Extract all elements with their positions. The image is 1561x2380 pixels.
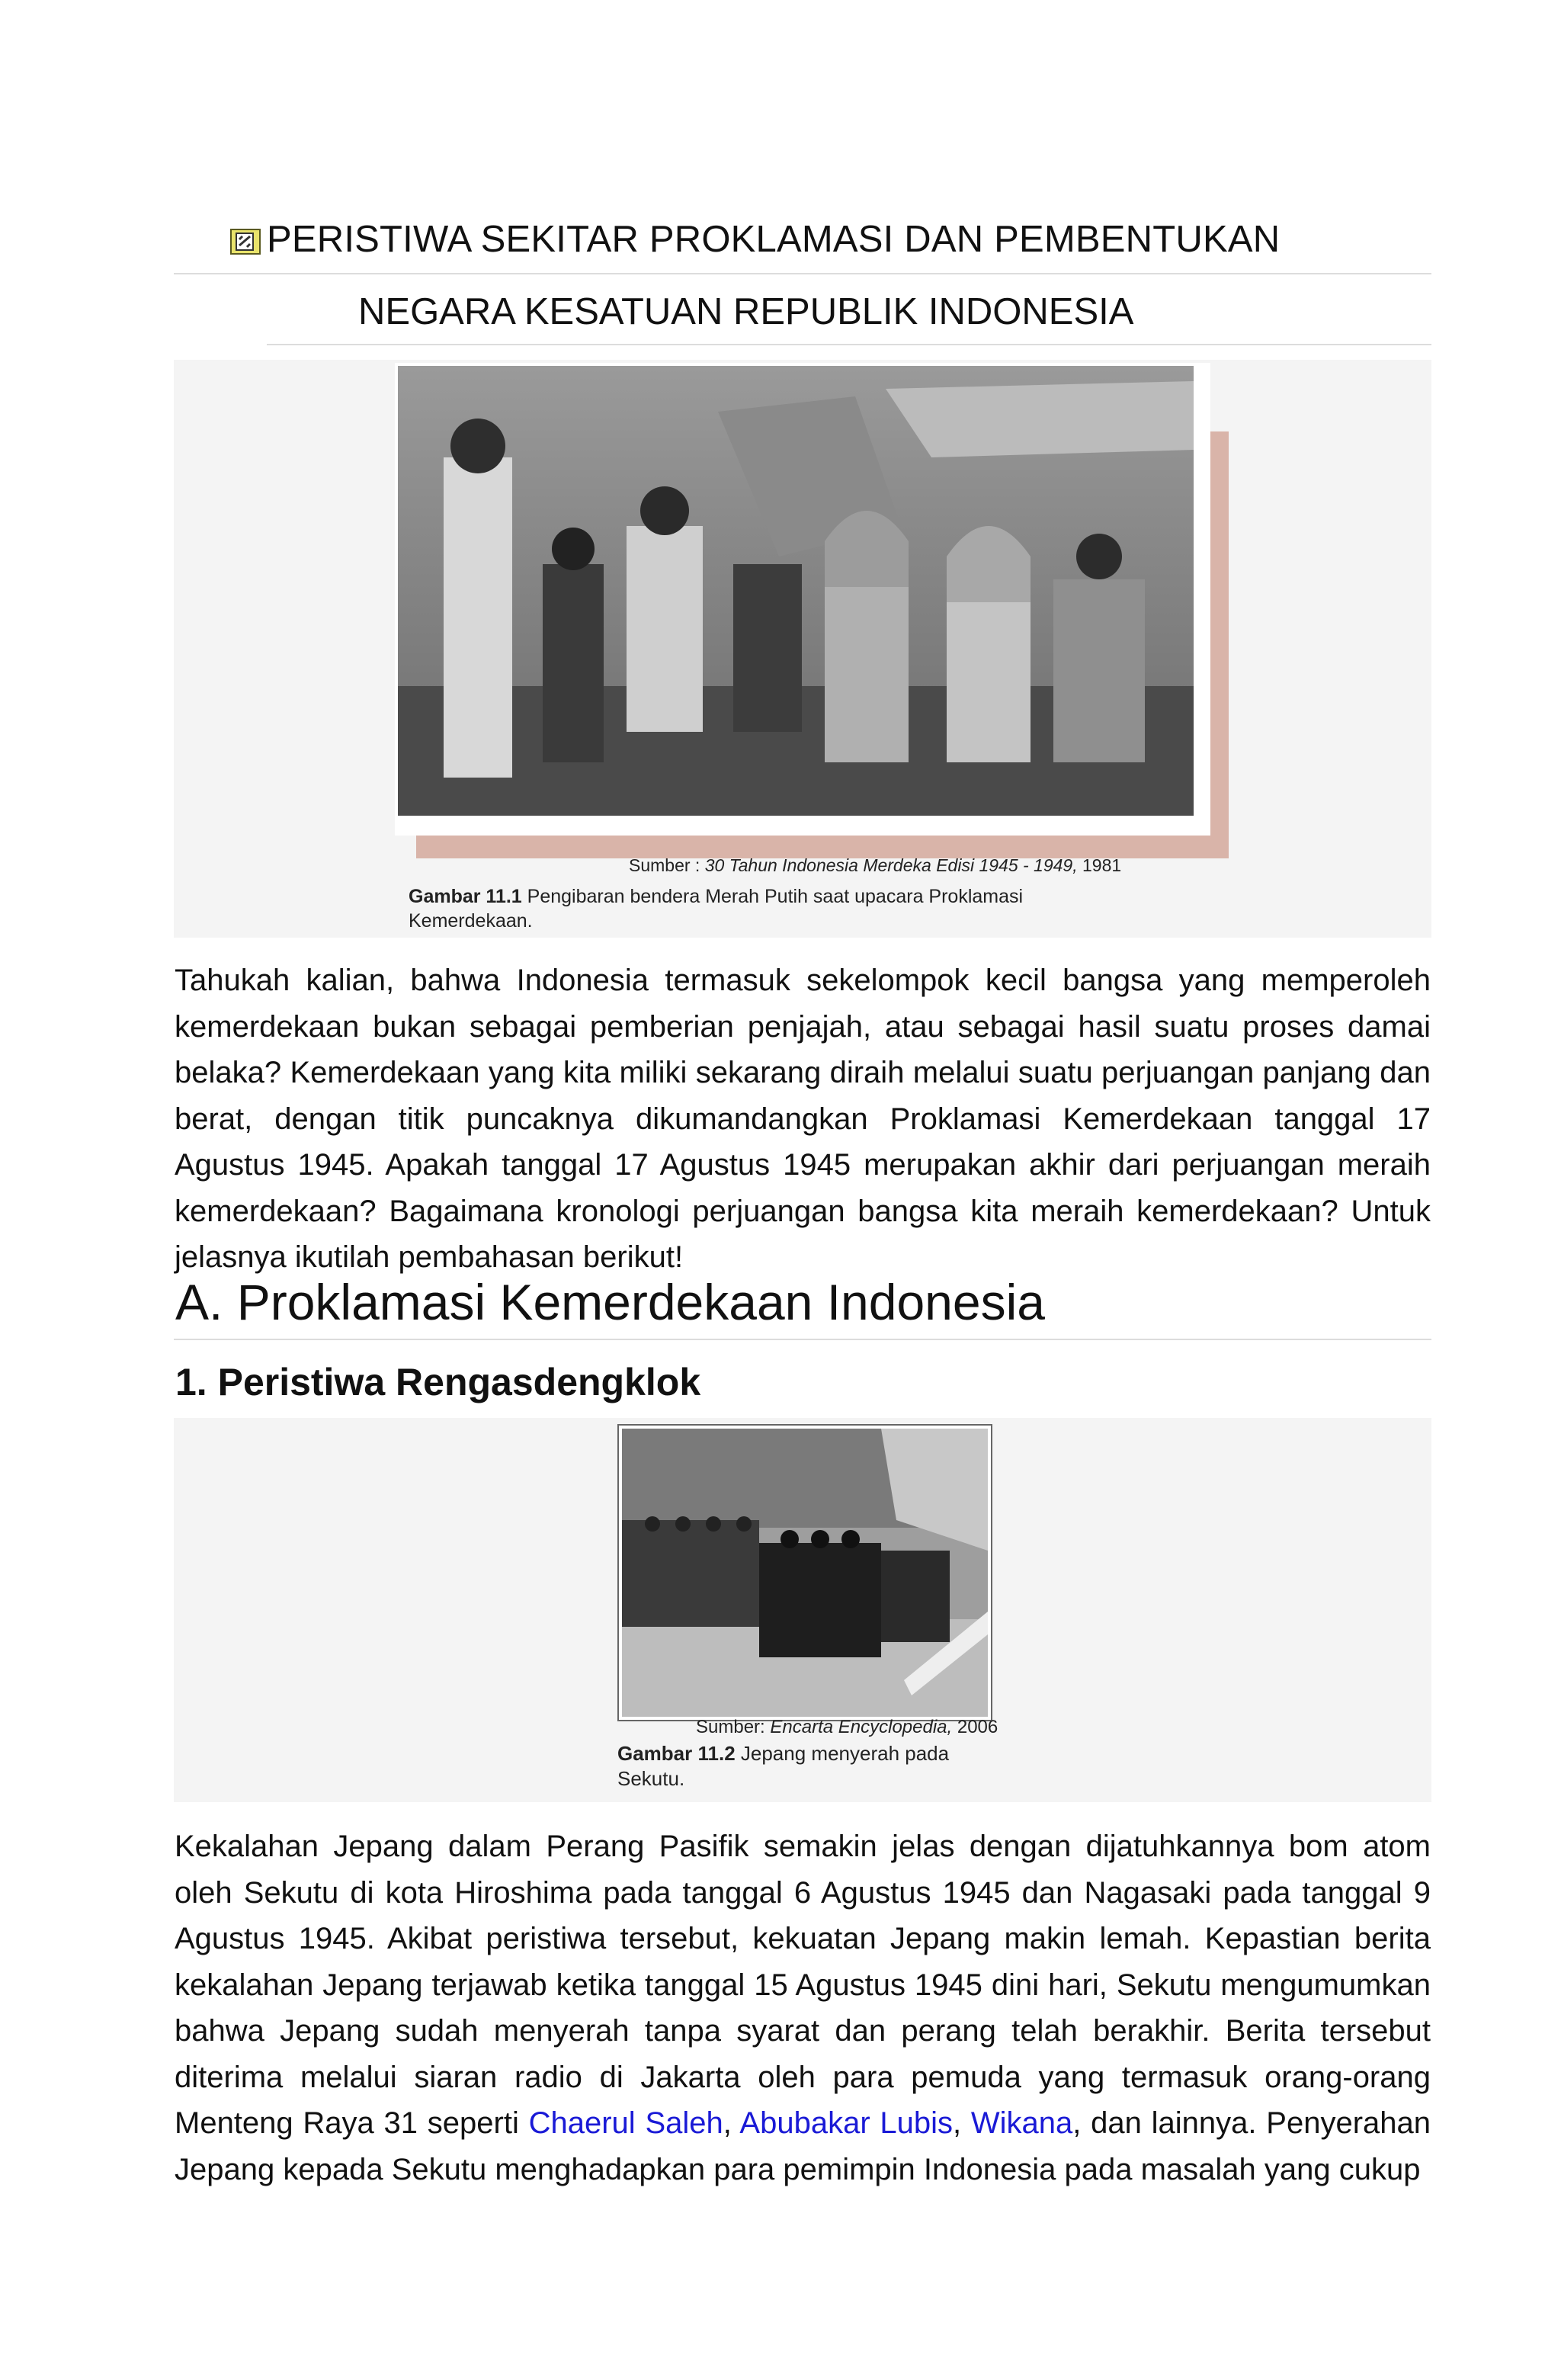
figure-1-caption: [409, 884, 1125, 933]
figure-1-caption-text: Pengibaran bendera Merah Putih saat upacara Proklamasi Kemerdekaan.: [409, 886, 1024, 932]
link-chaerul-saleh[interactable]: Chaerul Saleh: [528, 2106, 723, 2140]
surrender-paragraph: [175, 1823, 1431, 2192]
japan-surrender-photo: [622, 1429, 988, 1717]
section-heading-a: [174, 1273, 1431, 1340]
flag-raising-photo: [398, 366, 1194, 816]
figure-1-source-label: Sumber :: [629, 855, 700, 875]
figure-2-source-year: 2006: [957, 1717, 998, 1737]
figure-2-caption: [617, 1741, 998, 1791]
figure-2-caption-text: Jepang menyerah pada Sekutu.: [617, 1742, 950, 1790]
page-title-line-2: NEGARA KESATUAN REPUBLIK INDONESIA: [358, 291, 1134, 332]
page-title-line-1: PERISTIWA SEKITAR PROKLAMASI DAN PEMBENTUKAN: [267, 219, 1281, 260]
figure-japan-surrender: [174, 1418, 1431, 1802]
title-line-2: [267, 286, 1431, 345]
figure-2-source-label: Sumber:: [696, 1717, 765, 1737]
figure-flag-raising: [174, 360, 1431, 938]
paragraph-2-text: Kekalahan Jepang dalam Perang Pasifik semakin jelas dengan dijatuhkannya bom atom oleh Sekutu di kota Hiroshima pada tanggal 6 Agustus 1945 dan Nagasaki pada tanggal 9 Agustus 1945. Akibat peristiwa tersebut, kekuatan Jepang makin lemah. Kepastian berita kekalahan Jepang terjawab ketika tanggal 15 Agustus 1945 dini hari, Sekutu mengumumkan bahwa Jepang sudah menyerah tanpa syarat dan perang telah berakhir. Berita tersebut diterima melalui siaran radio di Jakarta oleh para pemuda yang termasuk orang-orang Menteng Raya 31 seperti: [175, 1830, 1431, 2140]
link-abubakar-lubis[interactable]: Abubakar Lubis: [739, 2106, 954, 2140]
figure-2-caption-label: Gambar 11.2: [617, 1742, 736, 1765]
figure-1-caption-label: Gambar 11.1: [409, 886, 522, 907]
figure-1-source-title: 30 Tahun Indonesia Merdeka Edisi 1945 - 1949,: [704, 855, 1078, 875]
paragraph-2-continuation: , dan lainnya. Penyerahan Jepang kepada Sekutu menghadapkan para pemimpin Indonesia pada masalah yang cukup: [175, 2106, 1431, 2186]
photo-border: [395, 363, 1210, 836]
figure-1-source: [629, 855, 1121, 876]
document-link-icon[interactable]: [230, 229, 261, 255]
link-wikana[interactable]: Wikana: [970, 2106, 1073, 2140]
title-line-1: [174, 215, 1431, 274]
link-separator: ,: [953, 2106, 971, 2140]
figure-2-source-title: Encarta Encyclopedia,: [770, 1717, 953, 1737]
figure-1-source-year: 1981: [1082, 855, 1122, 875]
subsection-heading-1: 1. Peristiwa Rengasdengklok: [175, 1361, 701, 1403]
section-heading-a-text: A. Proklamasi Kemerdekaan Indonesia: [175, 1274, 1045, 1330]
link-separator: ,: [723, 2106, 740, 2140]
photo-frame: [395, 363, 1210, 936]
figure-2-source: [696, 1717, 998, 1738]
photo-frame: [617, 1424, 992, 1721]
intro-paragraph: Tahukah kalian, bahwa Indonesia termasuk sekelompok kecil bangsa yang memperoleh kemerdekaan bukan sebagai pemberian penjajah, atau sebagai hasil suatu proses damai belaka? Kemerdekaan yang kita miliki sekarang diraih melalui suatu perjuangan panjang dan berat, dengan titik puncaknya dikumandangkan Proklamasi Kemerdekaan tanggal 17 Agustus 1945. Apakah tanggal 17 Agustus 1945 merupakan akhir dari perjuangan meraih kemerdekaan? Bagaimana kronologi perjuangan bangsa kita meraih kemerdekaan? Untuk jelasnya ikutilah pembahasan berikut!: [175, 964, 1431, 1274]
